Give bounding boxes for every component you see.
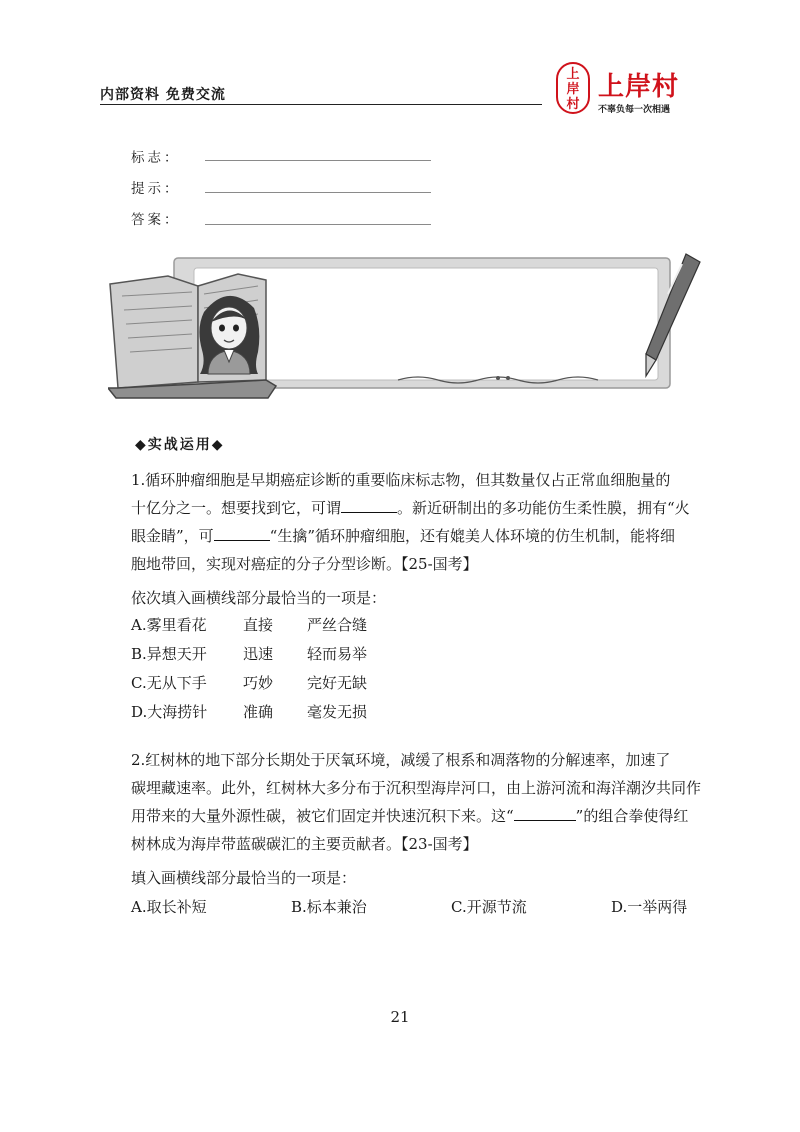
- q1-option-d-word3: 毫发无损: [307, 703, 368, 721]
- field-line-sign[interactable]: [205, 160, 431, 161]
- question-2-options: [131, 896, 711, 920]
- girl-figure-icon: [199, 296, 259, 374]
- q2-option-b[interactable]: B.标本兼治: [291, 898, 367, 916]
- header-label: 内部资料 免费交流: [100, 87, 226, 103]
- brand-slogan: 不辜负每一次相遇: [598, 105, 671, 115]
- q2-option-a[interactable]: A.取长补短: [131, 898, 207, 916]
- question-1-options: [131, 614, 431, 734]
- q1-option-b-word2: 迅速: [243, 645, 274, 663]
- section-title: ◆实战运用◆: [135, 437, 225, 453]
- q1-option-c[interactable]: C.无从下手: [131, 674, 207, 692]
- brand-name: 上岸村: [598, 72, 680, 102]
- q2-option-c[interactable]: C.开源节流: [451, 898, 527, 916]
- question-1-prompt: 依次填入画横线部分最恰当的一项是：: [131, 589, 387, 607]
- field-line-answer[interactable]: [205, 224, 431, 225]
- q1-option-c-word2: 巧妙: [243, 674, 274, 692]
- q1-option-a-word2: 直接: [243, 616, 274, 634]
- q1-option-b[interactable]: B.异想天开: [131, 645, 207, 663]
- field-line-hint[interactable]: [205, 192, 431, 193]
- q1-option-d-word2: 准确: [243, 703, 274, 721]
- field-label-hint: 提示：: [131, 181, 181, 197]
- q1-option-d[interactable]: D.大海捞针: [131, 703, 208, 721]
- answer-blank-3[interactable]: [514, 806, 576, 821]
- question-2-prompt: 填入画横线部分最恰当的一项是：: [131, 869, 357, 887]
- header-rule: [100, 104, 542, 105]
- field-label-answer: 答案：: [131, 212, 181, 228]
- brand-seal-logo: 上 岸 村: [556, 62, 590, 114]
- answer-blank-2[interactable]: [214, 526, 270, 541]
- question-2-text: 2.红树林的地下部分长期处于厌氧环境，减缓了根系和凋落物的分解速率，加速了 碳埋藏速率。此外，红树林大多分布于沉积型海岸河口，由上游河流和海洋潮汐共同作 用带来的大量外源性碳，被它们固定并快速沉积下来。这“ ”的组合拳使得红 树林成为海岸带蓝碳碳汇的主要贡献者。【23-国考】: [131, 751, 702, 853]
- answer-blank-1[interactable]: [341, 498, 397, 513]
- question-1-text: 1.循环肿瘤细胞是早期癌症诊断的重要临床标志物，但其数量仅占正常血细胞量的 十亿分之一。想要找到它，可谓 。新近研制出的多功能仿生柔性膜，拥有“火 眼金睛”，可 “生擒”循环肿瘤细胞，还有媲美人体环境的仿生机制，能将细 胞地带回，实现对癌症的分子分型诊断。【25-国考】: [131, 471, 690, 573]
- note-illustration: [108, 252, 708, 402]
- field-label-sign: 标志：: [131, 150, 181, 166]
- q1-option-b-word3: 轻而易举: [307, 645, 368, 663]
- page-number: 21: [390, 1008, 410, 1026]
- q1-option-a[interactable]: A.雾里看花: [131, 616, 207, 634]
- q1-option-a-word3: 严丝合缝: [307, 616, 368, 634]
- q2-option-d[interactable]: D.一举两得: [611, 898, 688, 916]
- q1-option-c-word3: 完好无缺: [307, 674, 368, 692]
